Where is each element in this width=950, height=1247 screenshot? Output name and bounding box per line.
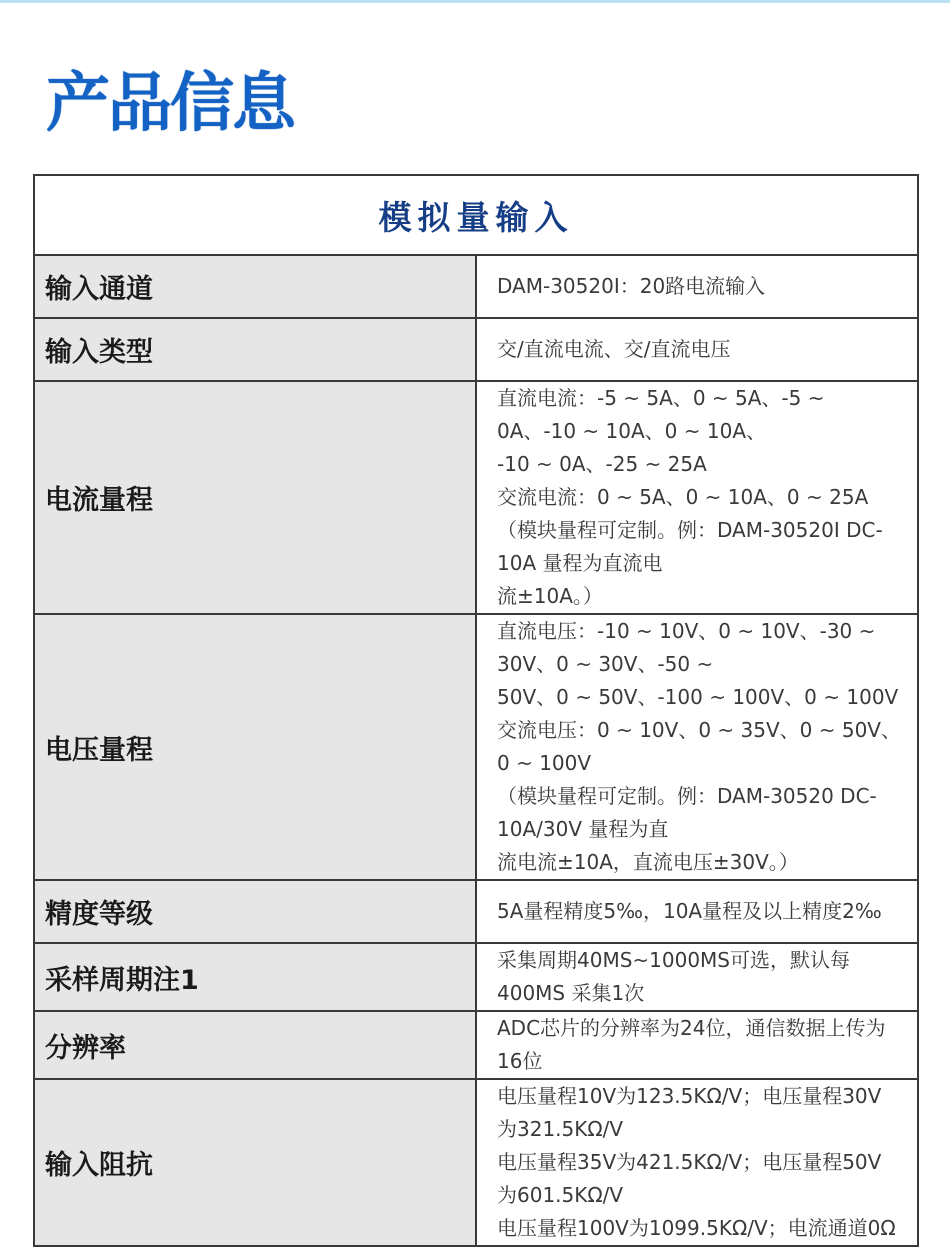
value-line: 直流电压：-10 ~ 10V、0 ~ 10V、-30 ~ 30V、0 ~ 30V、-50 ~ xyxy=(497,619,876,676)
value-line: DAM-30520I：20路电流输入 xyxy=(497,274,766,298)
row-value xyxy=(476,381,918,614)
table-title: 模拟量输入 xyxy=(34,175,918,255)
row-value xyxy=(476,1079,918,1246)
value-line: -10 ~ 0A、-25 ~ 25A xyxy=(497,452,707,476)
row-label: 精度等级 xyxy=(34,880,476,943)
row-value xyxy=(476,318,918,381)
value-line: 直流电流：-5 ~ 5A、0 ~ 5A、-5 ~ 0A、-10 ~ 10A、0 ~ 10A、 xyxy=(497,386,825,443)
value-line: 流±10A。） xyxy=(497,584,603,608)
value-line: 电压量程100V为1099.5KΩ/V；电流通道0Ω xyxy=(497,1216,896,1240)
value-line: 流电流±10A，直流电压±30V。） xyxy=(497,850,799,874)
row-label: 采样周期注1 xyxy=(34,943,476,1011)
table-title-row xyxy=(34,175,918,255)
row-value xyxy=(476,943,918,1011)
row-value xyxy=(476,880,918,943)
spec-table xyxy=(33,174,919,1247)
value-line: （模块量程可定制。例：DAM-30520 DC-10A/30V 量程为直 xyxy=(497,784,877,841)
table-row xyxy=(34,1011,918,1079)
table-row xyxy=(34,318,918,381)
table-row xyxy=(34,880,918,943)
row-value xyxy=(476,614,918,880)
value-line: 交流电流：0 ~ 5A、0 ~ 10A、0 ~ 25A xyxy=(497,485,869,509)
value-line: 交/直流电流、交/直流电压 xyxy=(497,337,731,361)
row-label: 输入类型 xyxy=(34,318,476,381)
table-row xyxy=(34,255,918,318)
table-row xyxy=(34,1079,918,1246)
value-line: 5A量程精度5‰，10A量程及以上精度2‰ xyxy=(497,899,882,923)
value-line: （模块量程可定制。例：DAM-30520I DC-10A 量程为直流电 xyxy=(497,518,883,575)
row-value xyxy=(476,1011,918,1079)
row-label: 分辨率 xyxy=(34,1011,476,1079)
page-heading: 产品信息 xyxy=(46,67,294,141)
value-line: 电压量程35V为421.5KΩ/V；电压量程50V为601.5KΩ/V xyxy=(497,1150,882,1207)
row-label: 输入阻抗 xyxy=(34,1079,476,1246)
value-line: 50V、0 ~ 50V、-100 ~ 100V、0 ~ 100V xyxy=(497,685,899,709)
value-line: 电压量程10V为123.5KΩ/V；电压量程30V为321.5KΩ/V xyxy=(497,1084,882,1141)
top-accent-bar xyxy=(0,0,950,3)
value-line: 交流电压：0 ~ 10V、0 ~ 35V、0 ~ 50V、0 ~ 100V xyxy=(497,718,901,775)
table-row xyxy=(34,943,918,1011)
value-line: ADC芯片的分辨率为24位，通信数据上传为16位 xyxy=(497,1016,886,1073)
row-label: 输入通道 xyxy=(34,255,476,318)
row-label: 电压量程 xyxy=(34,614,476,880)
value-line: 采集周期40MS~1000MS可选，默认每 400MS 采集1次 xyxy=(497,948,851,1005)
row-value xyxy=(476,255,918,318)
table-row xyxy=(34,614,918,880)
table-row xyxy=(34,381,918,614)
row-label: 电流量程 xyxy=(34,381,476,614)
